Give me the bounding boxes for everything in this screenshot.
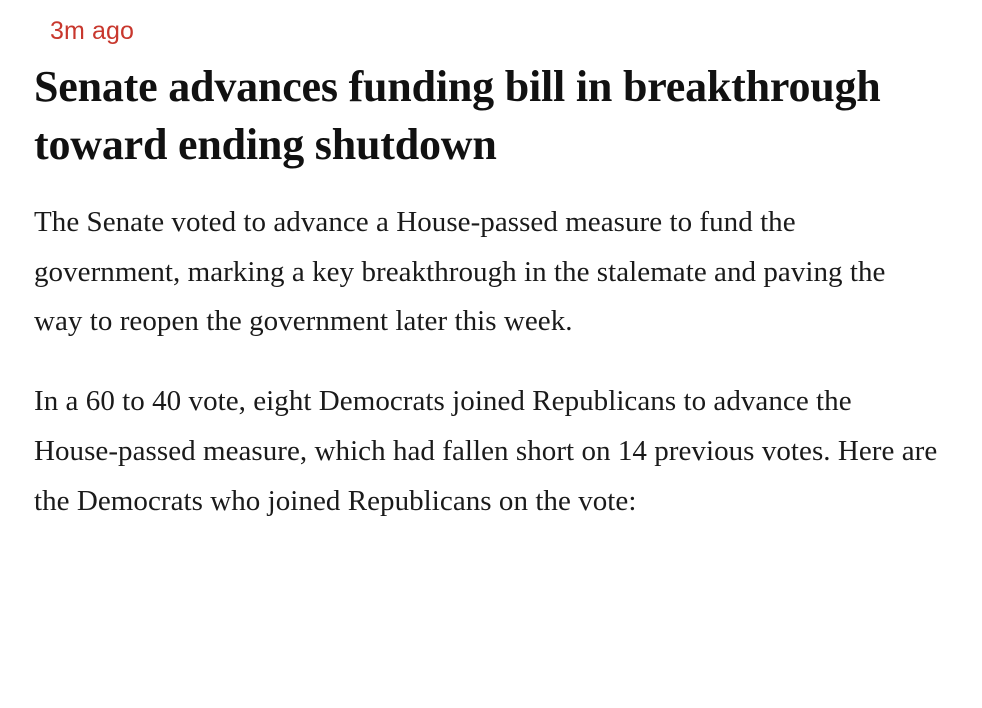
article-headline: Senate advances funding bill in breakthrough toward ending shutdown [34,61,881,169]
article-timestamp: 3m ago [50,17,134,45]
article-body [34,198,938,527]
article-paragraph: The Senate voted to advance a House-passed measure to fund the government, marking a key breakthrough in the stalemate and paving the way to reopen the government later this week. [34,205,886,338]
article-paragraph: In a 60 to 40 vote, eight Democrats joined Republicans to advance the House-passed measure, which had fallen short on 14 previous votes. Here are the Democrats who joined Republicans on the vote: [34,385,938,518]
